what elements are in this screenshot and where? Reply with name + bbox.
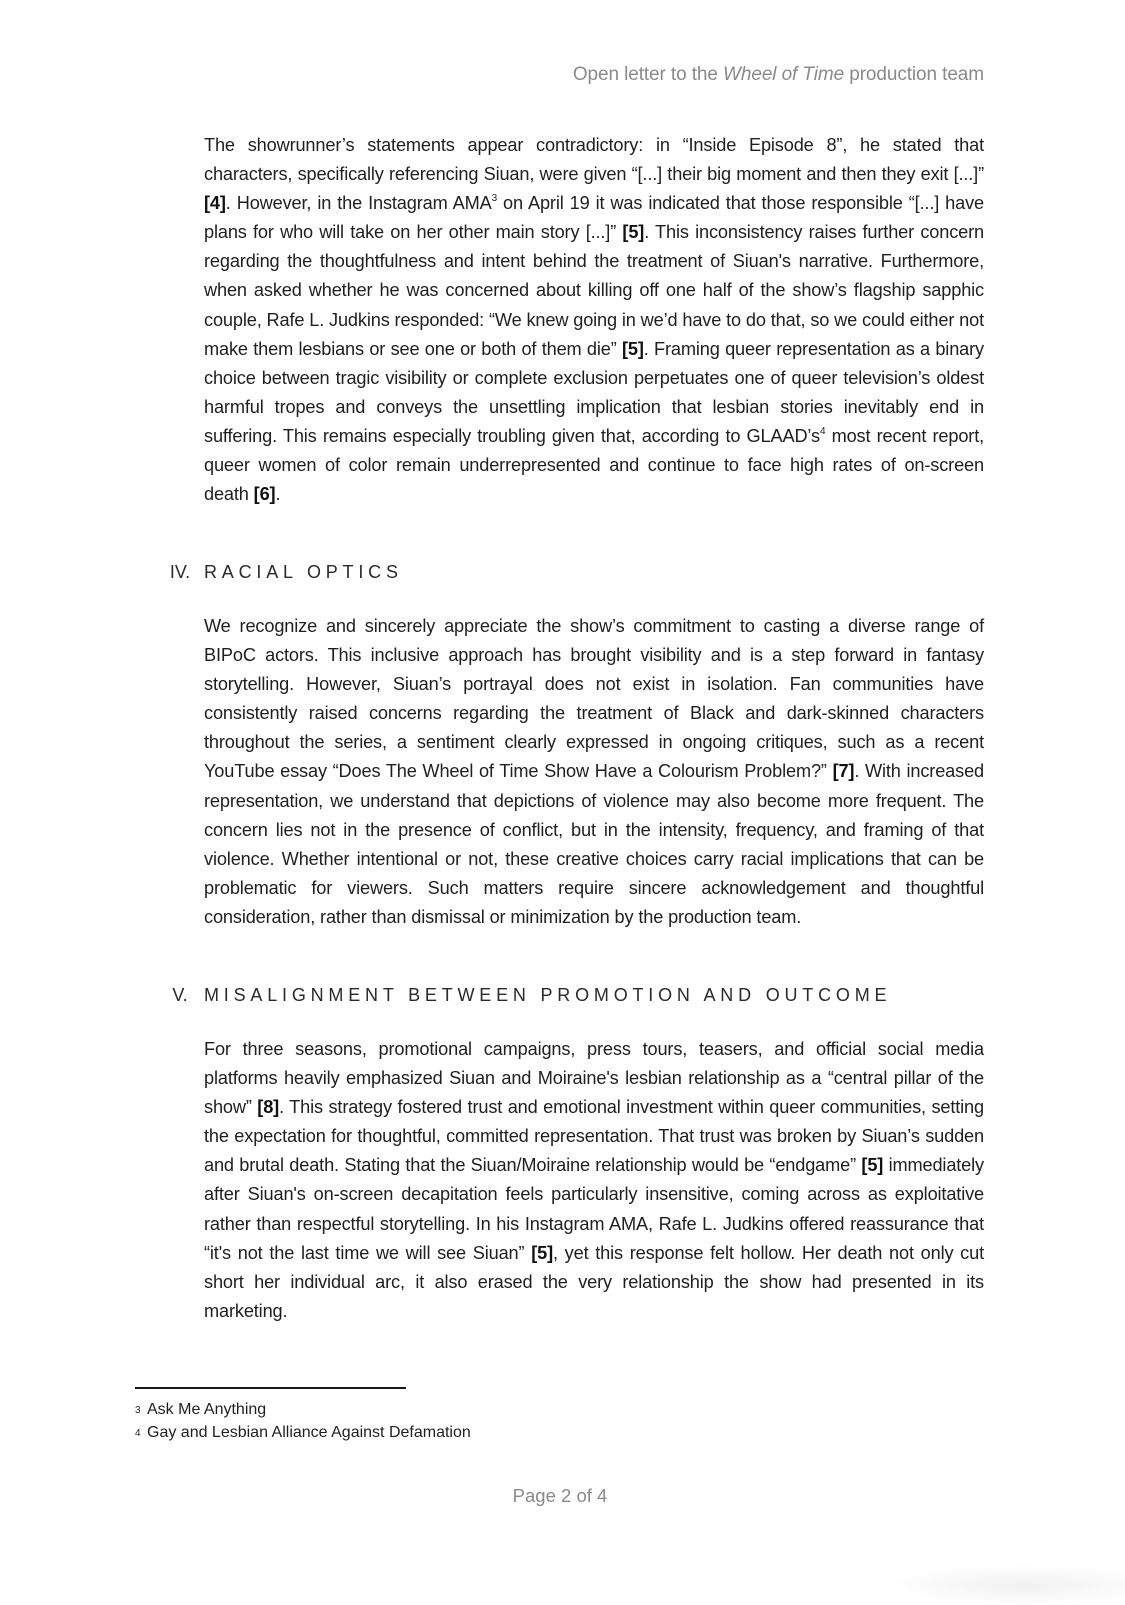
running-header [573, 64, 984, 86]
citation-reference: [6] [253, 484, 276, 505]
paragraph-racial-optics [204, 612, 984, 932]
footnote-text: Gay and Lesbian Alliance Against Defamation [147, 1424, 471, 1441]
page-number: Page 2 of 4 [512, 1485, 608, 1506]
paragraph-text: The showrunner’s statements appear contradictory: in “Inside Episode 8”, he stated that characters, specifically referencing Siuan, were given “[...] their big moment and then they exit [...]” [204, 135, 984, 185]
paragraph-text: . However, in the Instagram AMA [225, 193, 492, 214]
citation-reference: [8] [257, 1097, 280, 1118]
footnote-number: 4 [135, 1428, 141, 1439]
section-heading-racial-optics [135, 562, 995, 583]
citation-reference: [5] [531, 1242, 553, 1263]
footnote-reference: 3 [491, 193, 497, 205]
section-heading-misalignment [135, 985, 995, 1006]
citation-reference: [5] [622, 222, 645, 243]
paragraph-promotion-outcome [204, 1035, 984, 1326]
footnote-4 [135, 1421, 471, 1444]
paragraph-text: . [275, 484, 281, 505]
footnote-reference: 4 [819, 425, 826, 437]
paragraph-text: , yet this response felt hollow. Her death not only cut short her individual arc, it also erased the very relationship the show had presented in its marketing. [204, 1242, 984, 1321]
citation-reference: [4] [204, 193, 226, 214]
footnote-3 [135, 1398, 471, 1421]
section-numeral: V. [172, 985, 188, 1005]
running-header-show-title: Wheel of Time [723, 64, 845, 85]
paragraph-text: on April 19 it was indicated that those responsible “[...] have plans for who will take on her other main story [...]” [204, 193, 984, 243]
paragraph-text: We recognize and sincerely appreciate the show’s commitment to casting a diverse range of BIPoC actors. This inclusive approach has brought visibility and is a step forward in fantasy storytelling. However, Siuan’s portrayal does not exist in isolation. Fan communities have consistently raised concerns regarding the treatment of Black and dark-skinned characters throughout the series, a sentiment clearly expressed in ongoing critiques, such as a recent YouTube essay “Does The Wheel of Time Show Have a Colourism Problem?” [204, 616, 984, 782]
footnote-number: 3 [135, 1405, 141, 1416]
footnote-divider [135, 1387, 406, 1389]
paragraph-text: . With increased representation, we understand that depictions of violence may also become more frequent. The concern lies not in the presence of conflict, but in the intensity, frequency, and framing of that violence. Whether intentional or not, these creative choices carry racial implications that can be problematic for viewers. Such matters require sincere acknowledgement and thoughtful consideration, rather than dismissal or minimization by the production team. [204, 761, 984, 927]
running-header-suffix: production team [844, 64, 984, 85]
section-numeral: IV. [169, 562, 191, 582]
paragraph-text: . Framing queer representation as a binary choice between tragic visibility or complete exclusion perpetuates one of queer television’s oldest harmful tropes and conveys the unsettling implication that lesbian stories inevitably end in suffering. This remains especially troubling given that, according to GLAAD’s [204, 338, 984, 446]
citation-reference: [5] [622, 338, 644, 359]
paragraph-text: . This strategy fostered trust and emotional investment within queer communities, setting the expectation for thoughtful, committed representation. That trust was broken by Siuan’s sudden and brutal death. Stating that the Siuan/Moiraine relationship would be “endgame” [204, 1097, 984, 1176]
section-title: MISALIGNMENT BETWEEN PROMOTION AND OUTCOME [204, 985, 892, 1005]
running-header-prefix: Open letter to the [572, 64, 724, 85]
citation-reference: [7] [832, 761, 855, 782]
paragraph-text: immediately after Siuan's on-screen decapitation feels particularly insensitive, coming across as exploitative rather than respectful storytelling. In his Instagram AMA, Rafe L. Judkins offered reassurance that “it's not the last time we will see Siuan” [204, 1155, 984, 1263]
paragraph-text: . This inconsistency raises further concern regarding the thoughtfulness and intent behind the treatment of Siuan's narrative. Furthermore, when asked whether he was concerned about killing off one half of the show’s flagship sapphic couple, Rafe L. Judkins responded: “We knew going in we’d have to do that, so we could either not make them lesbians or see one or both of them die” [204, 222, 984, 359]
citation-reference: [5] [861, 1155, 884, 1176]
paragraph-text: For three seasons, promotional campaigns, press tours, teasers, and official social media platforms heavily emphasized Siuan and Moiraine's lesbian relationship as a “central pillar of the show” [204, 1039, 984, 1118]
paragraph-text: most recent report, queer women of color remain underrepresented and continue to face high rates of on-screen death [204, 425, 985, 505]
page-corner-shadow [885, 1565, 1125, 1605]
section-title: RACIAL OPTICS [204, 562, 403, 582]
paragraph-showrunner-statements [204, 131, 984, 509]
footnote-text: Ask Me Anything [147, 1401, 267, 1418]
footnotes [135, 1398, 471, 1444]
